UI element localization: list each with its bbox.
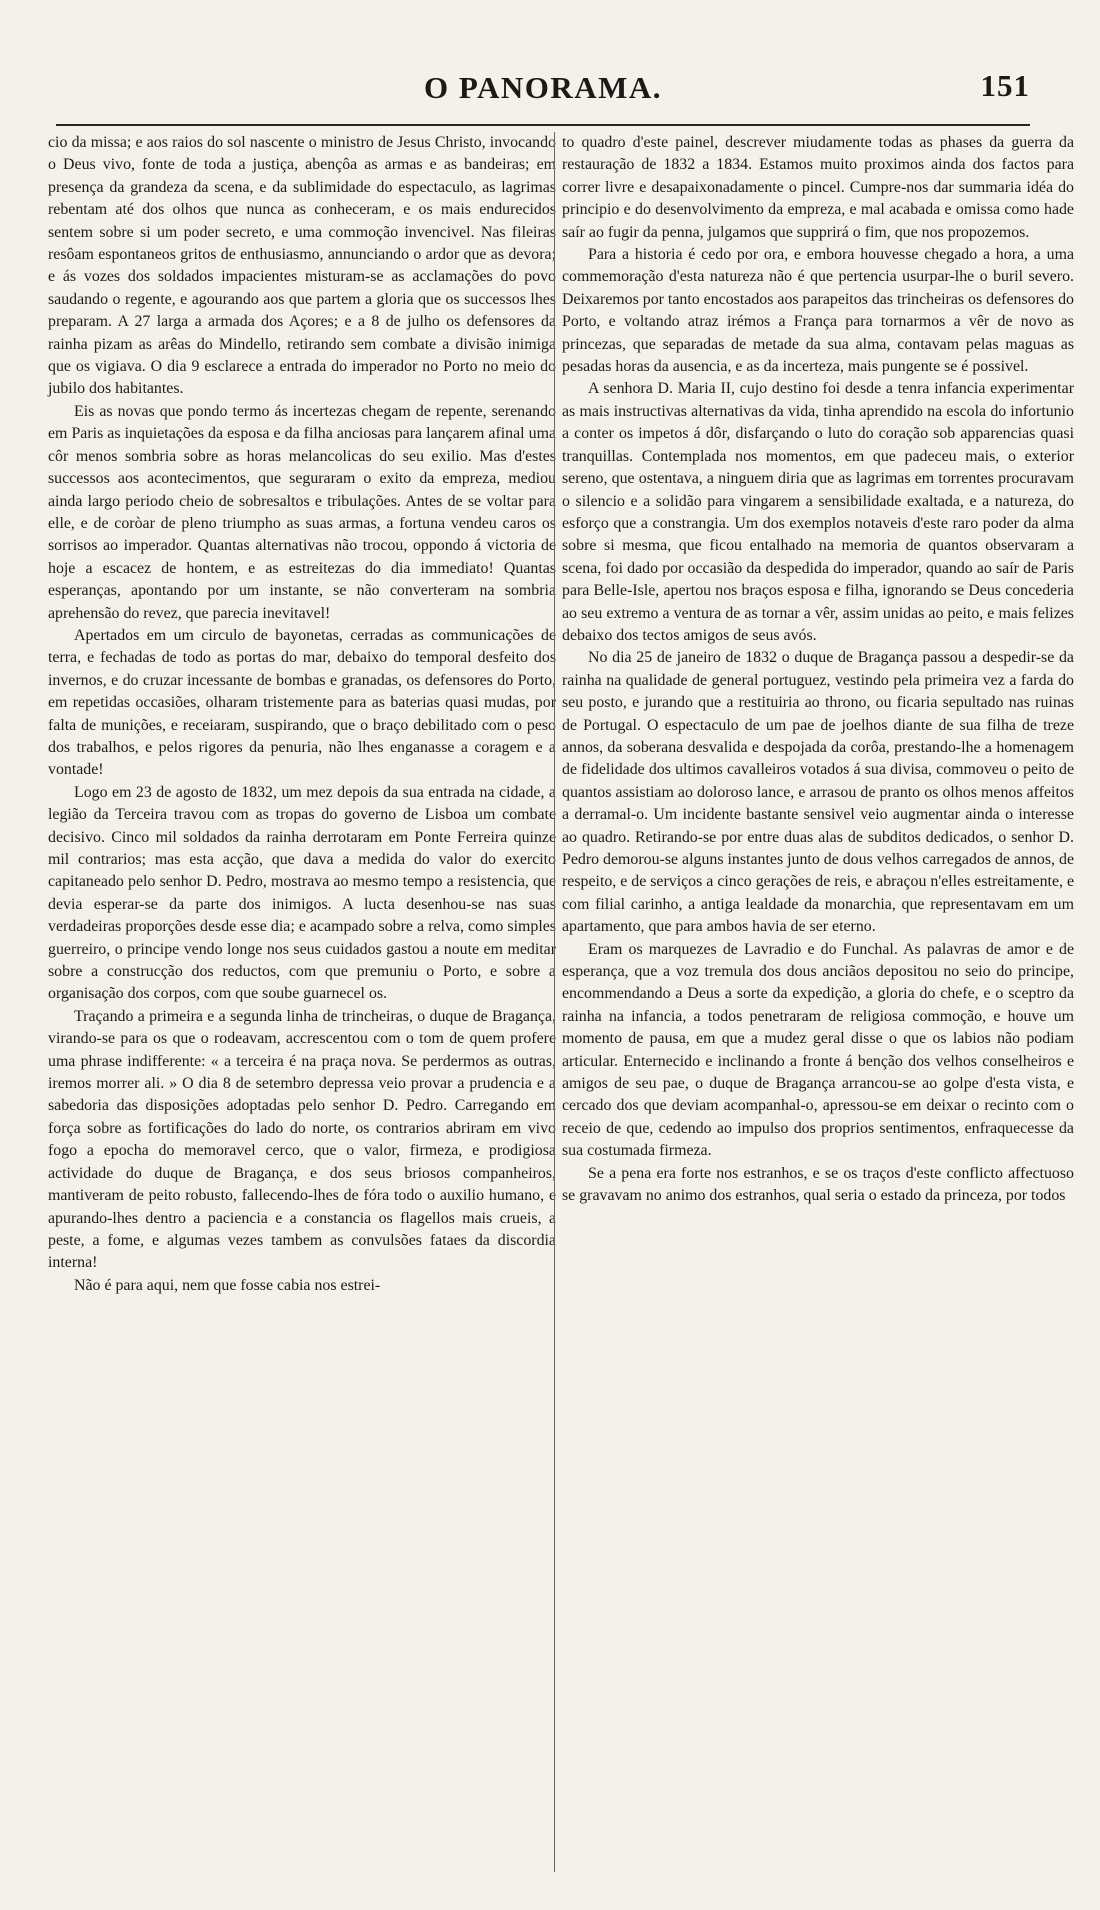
paragraph: A senhora D. Maria II, cujo destino foi desde a tenra infancia experimentar as mais instructivas alternativas da vida, tinha aprendido na escola do infortunio a conter os impetos á dôr, disfarçando o luto do coração sob apparencias quasi tranquillas. Contemplada nos momentos, em que padeceu mais, o exterior sereno, que ostentava, a ninguem diria que as lagrimas em torrentes procuravam o silencio e a solidão para vingarem a sensibilidade exaltada, e a natureza, do esforço que a constrangia. Um dos exemplos notaveis d'este raro poder da alma sobre si mesma, que ficou entalhado na memoria de quantos observaram a scena, foi dado por occasião da despedida do imperador, quando ao saír de Paris para Belle-Isle, apertou nos braços esposa e filha, ignorando se Deus concederia ao seu extremo a ventura de as tornar a vêr, assim unidas ao peito, e mais felizes debaixo dos tectos amigos de seus avós.	[562, 380, 1074, 644]
paragraph: Eis as novas que pondo termo ás incertezas chegam de repente, serenando em Paris as inquietações da esposa e da filha anciosas para lançarem afinal uma côr menos sombria sobre as horas melancolicas do seu exilio. Mas d'estes successos aos acontecimentos, que seguraram o exito da empreza, mediou ainda largo periodo cheio de sobresaltos e tribulações. Antes de se voltar para elle, e de coròar de pleno triumpho as suas armas, a fortuna vendeu caros os sorrisos ao imperador. Quantas alternativas não trocou, oppondo á victoria de hoje a escacez de hontem, e as estreitezas do dia immediato! Quantas esperanças, apontando por um instante, se não converteram na sombria aprehensão do revez, que parecia inevitavel!	[48, 402, 556, 622]
paragraph: cio da missa; e aos raios do sol nascente o ministro de Jesus Christo, invocando o Deus vivo, fonte de toda a justiça, abençôa as armas e as bandeiras; em presença da grandeza da scena, e da sublimidade do espectaculo, as lagrimas rebentam até dos olhos que nunca as conheceram, e os mais endurecidos sentem sobre si um poder secreto, e uma commoção invencivel. Nas fileiras resôam espontaneos gritos de enthusiasmo, annunciando o ardor que as devora; e ás vozes dos soldados impacientes misturam-se as acclamações do povo saudando o regente, e agourando aos que partem a gloria que os successos lhes preparam. A 27 larga a armada dos Açores; e a 8 de julho os defensores da rainha pizam as arêas do Mindello, retirando sem combate a divisão inimiga que os vigiava. O dia 9 esclarece a entrada do imperador no Porto no meio do jubilo dos habitantes.	[48, 134, 556, 398]
left-column	[48, 132, 556, 1297]
right-column	[562, 132, 1074, 1208]
paragraph: to quadro d'este painel, descrever miudamente todas as phases da guerra da restauração de 1832 a 1834. Estamos muito proximos ainda dos factos para correr livre e desapaixonadamente o pincel. Cumpre-nos dar summaria idéa do principio e do desenvolvimento da empreza, e mal acabada e omissa como hade saír ao fugir da penna, julgamos que supprirá o fim, que nos propozemos.	[562, 134, 1074, 241]
masthead	[56, 62, 1030, 110]
paragraph: Logo em 23 de agosto de 1832, um mez depois da sua entrada na cidade, a legião da Terceira travou com as tropas do governo de Lisboa um combate decisivo. Cinco mil soldados da rainha derrotaram em Ponte Ferreira quinze mil contrarios; mas esta acção, que dava a medida do valor do exercito capitaneado pelo senhor D. Pedro, mostrava ao mesmo tempo a resistencia, que devia esperar-se da parte dos inimigos. A lucta desenhou-se nas suas verdadeiras proporções desde esse dia; e acampado sobre a relva, como simples guerreiro, o principe vendo longe nos seus cuidados gastou a noute em meditar sobre a construcção dos reductos, com que premuniu o Porto, e sobre a organisação dos corpos, com que soube guarnecel os.	[48, 783, 556, 1003]
header-rule	[56, 124, 1030, 126]
paragraph: Apertados em um circulo de bayonetas, cerradas as communicações de terra, e fechadas de todo as portas do mar, debaixo do temporal desfeito dos invernos, e do cruzar incessante de bombas e granadas, os defensores do Porto, em repetidas occasiões, olharam tristemente para as baterias quasi mudas, por falta de munições, e receiaram, suspirando, que o braço debilitado com o peso dos trabalhos, e pelos rigores da penuria, não lhes enganasse a coragem e a vontade!	[48, 626, 556, 779]
page-title: O PANORAMA.	[423, 70, 663, 105]
paragraph: Eram os marquezes de Lavradio e do Funchal. As palavras de amor e de esperança, que a voz tremula dos dous anciãos depositou no seio do principe, encommendando a Deus a sorte da expedição, a gloria do chefe, e o sceptro da rainha na infancia, a todos penetraram de religiosa commoção, e houve um momento de pausa, em que a mudez geral disse o que os labios não podiam articular. Enternecido e inclinando a fronte á benção dos velhos conselheiros e amigos de seu pae, o duque de Bragança arrancou-se ao golpe d'esta vista, e cercado dos que deviam acompanhal-o, apressou-se em deixar o recinto com o receio de que, cedendo ao impulso dos proprios sentimentos, enfraquecesse da sua costumada firmeza.	[562, 940, 1074, 1160]
column-divider	[554, 132, 555, 1872]
paragraph: Traçando a primeira e a segunda linha de trincheiras, o duque de Bragança, virando-se para os que o rodeavam, accrescentou com o tom de quem profere uma phrase indifferente: « a terceira é na praça nova. Se perdermos as outras, iremos morrer ali. » O dia 8 de setembro depressa veio provar a prudencia e a sabedoria das disposições adoptadas pelo senhor D. Pedro. Carregando em força sobre as fortificações do lado do norte, os contrarios abriram em vivo fogo a epocha do memoravel cerco, que o valor, firmeza, e prodigiosa actividade do duque de Bragança, e dos seus briosos companheiros, mantiveram de peito robusto, fallecendo-lhes de fóra todo o auxilio humano, e apurando-lhes dentro a paciencia e a constancia os flagellos mais crueis, a peste, a fome, e algumas vezes tambem as convulsões fataes da discordia interna!	[48, 1007, 556, 1272]
paragraph: Se a pena era forte nos estranhos, e se os traços d'este conflicto affectuoso se gravavam no animo dos estranhos, qual seria o estado da princeza, por todos	[562, 1164, 1074, 1205]
paragraph: Não é para aqui, nem que fosse cabia nos estrei-	[74, 1276, 381, 1294]
page-number: 151	[980, 68, 1030, 103]
paragraph: Para a historia é cedo por ora, e embora houvesse chegado a hora, a uma commemoração d'esta natureza não é que pertencia usurpar-lhe o buril severo. Deixaremos por tanto encostados aos parapeitos das trincheiras os defensores do Porto, e voltando atraz irémos a França para tornarmos a vêr de novo as princezas, que separadas de metade da sua alma, contavam pelas maguas as pesadas horas da ausencia, e as da incerteza, mais pungente se é possivel.	[562, 246, 1074, 376]
paragraph: No dia 25 de janeiro de 1832 o duque de Bragança passou a despedir-se da rainha na qualidade de general portuguez, vestindo pela primeira vez a farda do seu posto, e jurando que a restituiria ao throno, ou ficaria sepultado nas ruinas de Portugal. O espectaculo de um pae de joelhos diante de sua filha de treze annos, da soberana desvalida e despojada da corôa, prestando-lhe a homenagem de fidelidade dos ultimos cavalleiros votados á sua divisa, commoveu o peito de quantos assistiam ao doloroso lance, e arrasou de pranto os olhos menos affeitos a derramal-o. Um incidente bastante sensivel veio augmentar ainda o interesse ao quadro. Retirando-se por entre duas alas de subditos dedicados, o senhor D. Pedro demorou-se alguns instantes junto de dous velhos carregados de annos, de respeito, e de serviços a cinco gerações de reis, e abraçou n'elles estreitamente, e com filial carinho, a antiga lealdade da monarchia, que representavam em um apartamento, que para ambos havia de ser eterno.	[562, 649, 1074, 936]
